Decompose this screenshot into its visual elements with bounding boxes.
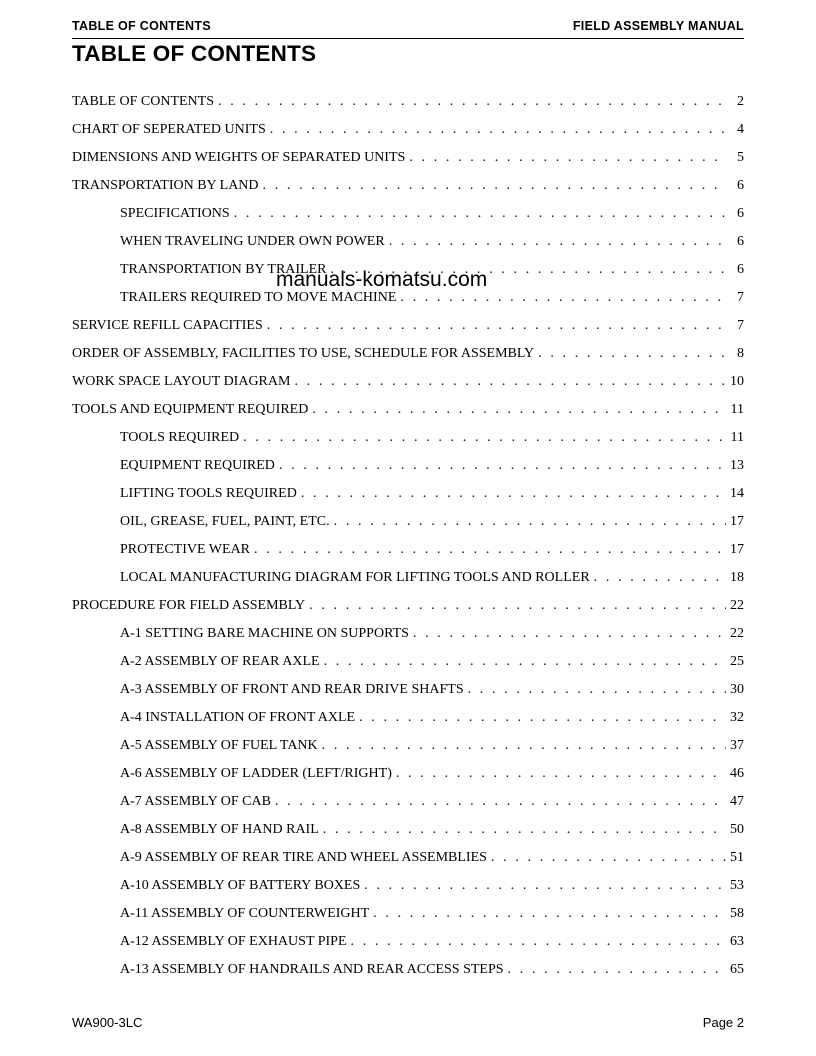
toc-entry[interactable] [72, 592, 744, 620]
dot-leader [263, 178, 726, 194]
dot-leader [396, 766, 726, 782]
toc-subentry[interactable] [72, 424, 744, 452]
toc-entry-title: A-9 ASSEMBLY OF REAR TIRE AND WHEEL ASSEMBLIES [120, 850, 487, 865]
dot-leader [324, 654, 726, 670]
toc-entry-page: 6 [737, 262, 744, 277]
toc-entry-title: A-2 ASSEMBLY OF REAR AXLE [120, 654, 320, 669]
toc-entry-title: OIL, GREASE, FUEL, PAINT, ETC. [120, 514, 330, 529]
toc-subentry[interactable] [72, 760, 744, 788]
dot-leader [234, 206, 726, 222]
toc-list [72, 88, 744, 984]
toc-entry[interactable] [72, 340, 744, 368]
toc-entry[interactable] [72, 312, 744, 340]
toc-entry-page: 63 [730, 934, 744, 949]
toc-subentry[interactable] [72, 872, 744, 900]
dot-leader [468, 682, 726, 698]
toc-entry-title: A-6 ASSEMBLY OF LADDER (LEFT/RIGHT) [120, 766, 392, 781]
toc-entry[interactable] [72, 172, 744, 200]
toc-entry[interactable] [72, 116, 744, 144]
dot-leader [334, 514, 726, 530]
dot-leader [267, 318, 726, 334]
toc-entry[interactable] [72, 144, 744, 172]
footer-page-number: Page 2 [702, 1015, 744, 1030]
toc-entry-title: EQUIPMENT REQUIRED [120, 458, 275, 473]
toc-entry-title: TABLE OF CONTENTS [72, 94, 214, 109]
dot-leader [373, 906, 726, 922]
dot-leader [254, 542, 726, 558]
toc-entry-page: 25 [730, 654, 744, 669]
toc-entry-title: TRANSPORTATION BY TRAILER [120, 262, 327, 277]
toc-entry-page: 53 [730, 878, 744, 893]
dot-leader [351, 934, 726, 950]
toc-entry-title: DIMENSIONS AND WEIGHTS OF SEPARATED UNITS [72, 150, 406, 165]
toc-entry-page: 6 [737, 234, 744, 249]
toc-entry-title: WORK SPACE LAYOUT DIAGRAM [72, 374, 291, 389]
dot-leader [409, 150, 726, 166]
toc-entry-page: 4 [737, 122, 744, 137]
toc-entry-title: LIFTING TOOLS REQUIRED [120, 486, 297, 501]
toc-subentry[interactable] [72, 452, 744, 480]
toc-entry[interactable] [72, 368, 744, 396]
toc-entry-title: A-4 INSTALLATION OF FRONT AXLE [120, 710, 356, 725]
toc-entry-page: 50 [730, 822, 744, 837]
toc-entry-title: SPECIFICATIONS [120, 206, 230, 221]
toc-subentry[interactable] [72, 536, 744, 564]
toc-entry-title: TRANSPORTATION BY LAND [72, 178, 259, 193]
toc-entry-title: ORDER OF ASSEMBLY, FACILITIES TO USE, SCHEDULE FOR ASSEMBLY [72, 346, 535, 361]
dot-leader [491, 850, 726, 866]
dot-leader [243, 430, 726, 446]
toc-entry-title: WHEN TRAVELING UNDER OWN POWER [120, 234, 385, 249]
toc-entry[interactable] [72, 88, 744, 116]
toc-entry-title: SERVICE REFILL CAPACITIES [72, 318, 263, 333]
toc-entry-page: 30 [730, 682, 744, 697]
page-footer [72, 1015, 744, 1030]
toc-entry-page: 51 [730, 850, 744, 865]
toc-entry-page: 5 [737, 150, 744, 165]
toc-subentry[interactable] [72, 704, 744, 732]
dot-leader [270, 122, 726, 138]
toc-entry-page: 8 [737, 346, 744, 361]
dot-leader [538, 346, 726, 362]
dot-leader [309, 598, 726, 614]
toc-entry-page: 2 [737, 94, 744, 109]
dot-leader [322, 738, 726, 754]
toc-subentry[interactable] [72, 956, 744, 984]
toc-entry-page: 11 [730, 402, 744, 417]
toc-entry-page: 13 [730, 458, 744, 473]
dot-leader [364, 878, 726, 894]
toc-entry-page: 6 [737, 178, 744, 193]
toc-entry-page: 17 [730, 514, 744, 529]
toc-subentry[interactable] [72, 200, 744, 228]
toc-subentry[interactable] [72, 648, 744, 676]
toc-entry-page: 17 [730, 542, 744, 557]
toc-entry-page: 18 [730, 570, 744, 585]
toc-entry-title: A-5 ASSEMBLY OF FUEL TANK [120, 738, 318, 753]
toc-entry-page: 58 [730, 906, 744, 921]
toc-entry-page: 32 [730, 710, 744, 725]
toc-entry-title: A-11 ASSEMBLY OF COUNTERWEIGHT [120, 906, 370, 921]
toc-entry-title: LOCAL MANUFACTURING DIAGRAM FOR LIFTING TOOLS AND ROLLER [120, 570, 590, 585]
toc-entry-title: TOOLS AND EQUIPMENT REQUIRED [72, 402, 309, 417]
toc-entry-page: 46 [730, 766, 744, 781]
dot-leader [275, 794, 726, 810]
page-title: TABLE OF CONTENTS [72, 41, 317, 66]
footer-model: WA900-3LC [72, 1015, 143, 1030]
header-manual-title: FIELD ASSEMBLY MANUAL [572, 19, 744, 33]
header-rule [72, 38, 744, 39]
dot-leader [279, 458, 726, 474]
toc-entry[interactable] [72, 396, 744, 424]
toc-subentry[interactable] [72, 928, 744, 956]
toc-entry-title: A-8 ASSEMBLY OF HAND RAIL [120, 822, 319, 837]
dot-leader [400, 290, 726, 306]
toc-subentry[interactable] [72, 844, 744, 872]
toc-entry-title: CHART OF SEPERATED UNITS [72, 122, 266, 137]
dot-leader [323, 822, 726, 838]
dot-leader [312, 402, 726, 418]
toc-entry-title: A-1 SETTING BARE MACHINE ON SUPPORTS [120, 626, 409, 641]
toc-subentry[interactable] [72, 480, 744, 508]
toc-entry-title: A-12 ASSEMBLY OF EXHAUST PIPE [120, 934, 347, 949]
dot-leader [389, 234, 726, 250]
toc-entry-page: 65 [730, 962, 744, 977]
toc-subentry[interactable] [72, 508, 744, 536]
toc-entry-page: 7 [737, 318, 744, 333]
toc-entry-title: A-7 ASSEMBLY OF CAB [120, 794, 271, 809]
watermark-text: manuals-komatsu.com [276, 268, 488, 291]
toc-subentry[interactable] [72, 228, 744, 256]
dot-leader [508, 962, 726, 978]
toc-subentry[interactable] [72, 816, 744, 844]
dot-leader [301, 486, 726, 502]
toc-subentry[interactable] [72, 564, 744, 592]
toc-entry-page: 7 [737, 290, 744, 305]
toc-entry-title: A-10 ASSEMBLY OF BATTERY BOXES [120, 878, 361, 893]
header-section-title: TABLE OF CONTENTS [72, 19, 211, 33]
toc-entry-page: 22 [730, 598, 744, 613]
dot-leader [413, 626, 726, 642]
toc-entry-page: 6 [737, 206, 744, 221]
toc-entry-page: 47 [730, 794, 744, 809]
toc-entry-title: PROCEDURE FOR FIELD ASSEMBLY [72, 598, 306, 613]
toc-subentry[interactable] [72, 900, 744, 928]
toc-entry-title: TRAILERS REQUIRED TO MOVE MACHINE [120, 290, 397, 305]
toc-entry-page: 10 [730, 374, 744, 389]
toc-subentry[interactable] [72, 788, 744, 816]
running-header [72, 19, 744, 33]
toc-subentry[interactable] [72, 732, 744, 760]
toc-entry-page: 14 [730, 486, 744, 501]
toc-entry-title: A-3 ASSEMBLY OF FRONT AND REAR DRIVE SHAFTS [120, 682, 464, 697]
dot-leader [594, 570, 726, 586]
toc-entry-title: TOOLS REQUIRED [120, 430, 240, 445]
toc-entry-page: 22 [730, 626, 744, 641]
dot-leader [218, 94, 726, 110]
toc-entry-page: 11 [730, 430, 744, 445]
dot-leader [359, 710, 726, 726]
toc-entry-page: 37 [730, 738, 744, 753]
dot-leader [294, 374, 726, 390]
toc-entry-title: A-13 ASSEMBLY OF HANDRAILS AND REAR ACCESS STEPS [120, 962, 504, 977]
toc-entry-title: PROTECTIVE WEAR [120, 542, 251, 557]
toc-subentry[interactable] [72, 676, 744, 704]
toc-subentry[interactable] [72, 620, 744, 648]
